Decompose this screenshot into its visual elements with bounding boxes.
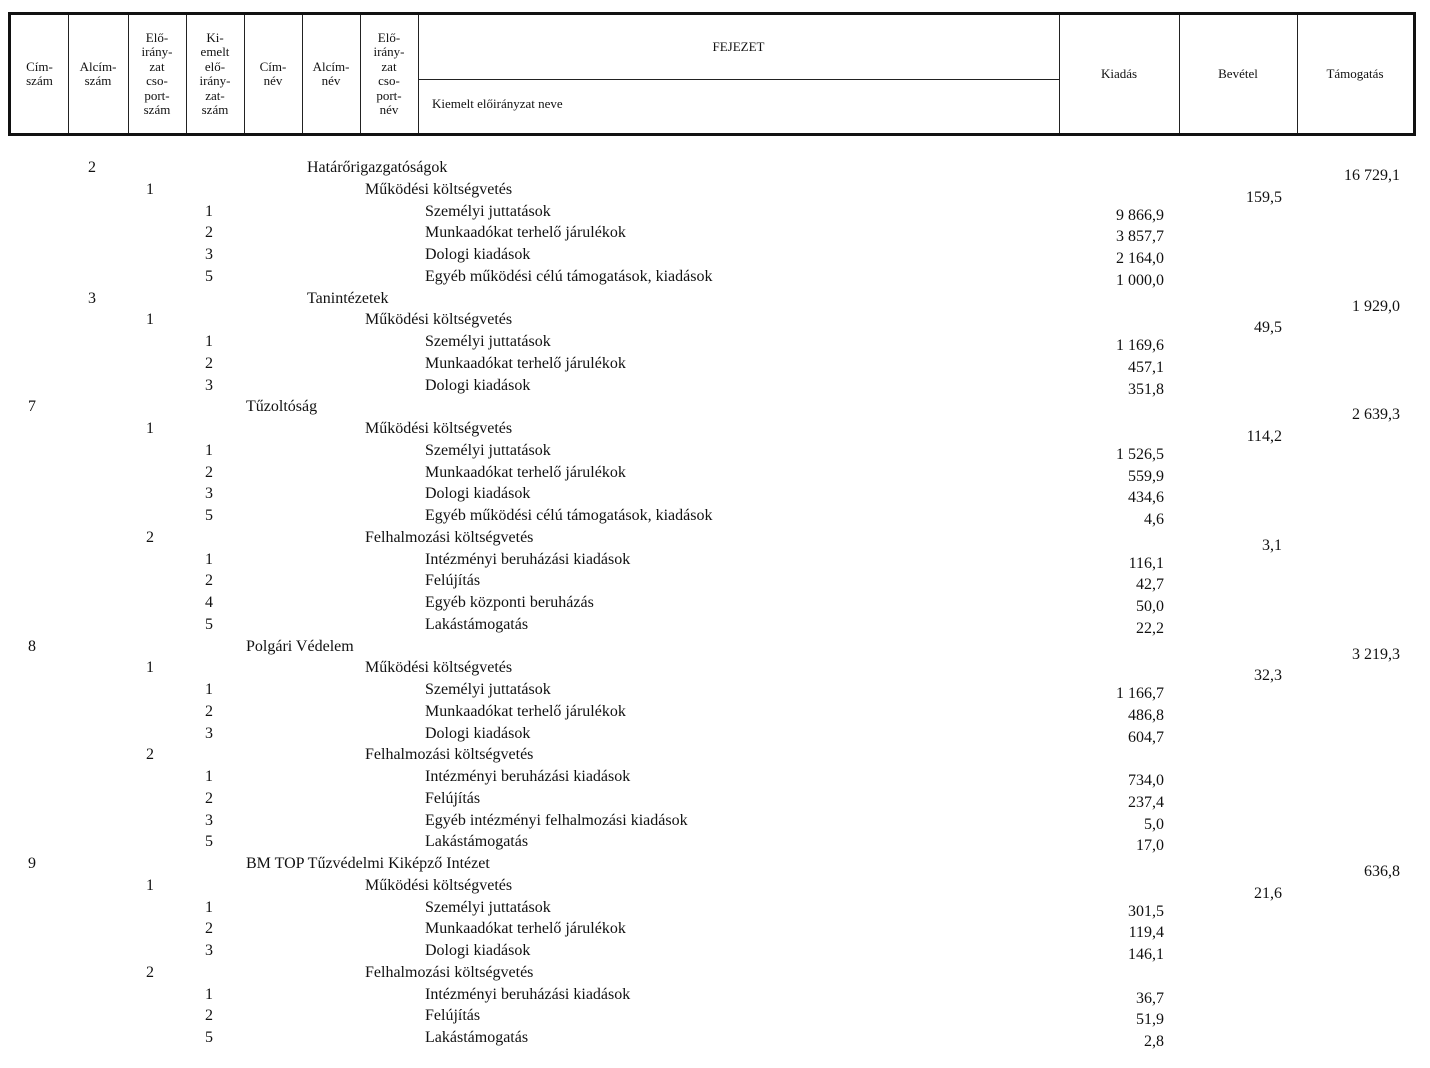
- row-number: 2: [205, 1007, 213, 1025]
- row-number: 2: [146, 746, 154, 764]
- row-number: 2: [205, 572, 213, 590]
- kiadas-value: 457,1: [1128, 358, 1164, 376]
- row-number: 5: [205, 833, 213, 851]
- row-number: 2: [205, 702, 213, 720]
- row-name: Felhalmozási költségvetés: [365, 528, 534, 546]
- row-number: 2: [146, 963, 154, 981]
- row-number: 3: [88, 289, 96, 307]
- header-bevetel: Bevétel: [1179, 15, 1298, 133]
- row-number: 3: [205, 942, 213, 959]
- table-row: [0, 463, 1430, 485]
- row-name: Dologi kiadások: [425, 724, 531, 742]
- kiadas-value: 36,7: [1136, 989, 1164, 1007]
- row-number: 3: [205, 376, 213, 394]
- kiadas-value: 1 166,7: [1116, 685, 1164, 702]
- kiadas-value: 50,0: [1136, 598, 1164, 615]
- bevetel-value: 21,6: [1254, 884, 1282, 902]
- bevetel-value: 159,5: [1246, 188, 1282, 206]
- row-number: 7: [28, 398, 36, 416]
- table-row: [0, 658, 1430, 685]
- row-name: Intézményi beruházási kiadások: [425, 768, 631, 785]
- header-alcim-szam: Alcím- szám: [68, 15, 129, 133]
- row-name: Egyéb működési célú támogatások, kiadások: [425, 267, 713, 285]
- table-row: [0, 441, 1430, 463]
- row-number: 9: [28, 855, 36, 872]
- row-name: Felhalmozási költségvetés: [365, 746, 534, 764]
- bevetel-value: 114,2: [1246, 428, 1282, 445]
- row-name: Egyéb működési célú támogatások, kiadások: [425, 507, 713, 524]
- table-row: [0, 376, 1430, 398]
- table-row: [0, 615, 1430, 637]
- tamogatas-value: 636,8: [1364, 863, 1400, 880]
- row-number: 2: [205, 789, 213, 807]
- kiadas-value: 146,1: [1128, 946, 1164, 963]
- row-number: 1: [205, 202, 213, 220]
- row-name: Működési költségvetés: [365, 311, 513, 329]
- table-row: [0, 332, 1430, 354]
- header-kiemelt-eloiranyzat-neve: Kiemelt előirányzat neve: [432, 96, 563, 111]
- kiadas-value: 51,9: [1136, 1011, 1164, 1029]
- row-name: Intézményi beruházási kiadások: [425, 985, 631, 1003]
- kiadas-value: 119,4: [1128, 924, 1164, 942]
- table-row: [0, 202, 1430, 224]
- table-row: [0, 289, 1430, 315]
- table-row: [0, 158, 1430, 184]
- kiadas-value: 2 164,0: [1116, 250, 1164, 267]
- row-name: Munkaadókat terhelő járulékok: [425, 224, 626, 242]
- table-row: [0, 941, 1430, 963]
- kiadas-value: 604,7: [1128, 728, 1164, 746]
- row-number: 4: [205, 594, 213, 611]
- kiadas-value: 301,5: [1128, 902, 1164, 920]
- table-row: [0, 637, 1430, 663]
- row-name: Dologi kiadások: [425, 376, 531, 394]
- row-number: 2: [205, 920, 213, 938]
- row-name: Határőrigazgatóságok: [307, 159, 448, 176]
- table-row: [0, 811, 1430, 833]
- row-name: Dologi kiadások: [425, 485, 531, 503]
- row-number: 2: [205, 354, 213, 372]
- row-name: Polgári Védelem: [246, 637, 354, 655]
- bevetel-value: 3,1: [1262, 536, 1282, 554]
- kiadas-value: 486,8: [1128, 706, 1164, 724]
- row-number: 8: [28, 637, 36, 655]
- kiadas-value: 734,0: [1128, 772, 1164, 789]
- row-number: 5: [205, 615, 213, 633]
- table-row: [0, 1006, 1430, 1028]
- tamogatas-value: 16 729,1: [1344, 167, 1400, 184]
- header-kiemelt-eloiranyzat-szam: Ki- emelt elő- irány- zat- szám: [186, 15, 245, 133]
- header-alcim-nev: Alcím- név: [302, 15, 361, 133]
- row-number: 1: [205, 985, 213, 1003]
- kiadas-value: 1 169,6: [1116, 337, 1164, 354]
- row-name: Munkaadókat terhelő járulékok: [425, 463, 626, 481]
- header-eloiranyzat-csoport-nev: Elő- irány- zat cso- port- név: [360, 15, 419, 133]
- bevetel-value: 49,5: [1254, 319, 1282, 337]
- row-name: Személyi juttatások: [425, 333, 551, 350]
- kiadas-value: 4,6: [1144, 511, 1164, 528]
- row-name: Működési költségvetés: [365, 659, 513, 677]
- row-number: 1: [205, 441, 213, 459]
- row-name: Működési költségvetés: [365, 876, 513, 894]
- kiadas-value: 559,9: [1128, 467, 1164, 485]
- table-row: [0, 898, 1430, 920]
- header-kiadas: Kiadás: [1059, 15, 1180, 133]
- table-row: [0, 354, 1430, 376]
- row-number: 3: [205, 485, 213, 503]
- kiadas-value: 3 857,7: [1116, 228, 1164, 246]
- row-number: 1: [205, 333, 213, 350]
- header-tamogatas: Támogatás: [1326, 65, 1384, 81]
- row-name: Egyéb intézményi felhalmozási kiadások: [425, 811, 688, 829]
- table-row: [0, 789, 1430, 811]
- row-number: 1: [205, 550, 213, 568]
- row-number: 3: [205, 811, 213, 829]
- row-name: Intézményi beruházási kiadások: [425, 550, 631, 568]
- kiadas-value: 2,8: [1144, 1033, 1164, 1050]
- tamogatas-value: 1 929,0: [1352, 297, 1400, 315]
- table-row: [0, 223, 1430, 245]
- row-number: 1: [205, 768, 213, 785]
- header-fejezet: FEJEZET: [418, 15, 1059, 80]
- kiadas-value: 42,7: [1136, 576, 1164, 594]
- table-row: [0, 528, 1430, 554]
- table-row: [0, 397, 1430, 424]
- row-name: Tanintézetek: [307, 289, 389, 307]
- table-row: [0, 245, 1430, 267]
- table-row: [0, 180, 1430, 206]
- table-row: [0, 767, 1430, 789]
- row-name: Működési költségvetés: [365, 180, 513, 198]
- kiadas-value: 351,8: [1128, 380, 1164, 398]
- table-row: [0, 571, 1430, 593]
- table-row: [0, 702, 1430, 724]
- table-row: [0, 419, 1430, 445]
- kiadas-value: 17,0: [1136, 837, 1164, 855]
- kiadas-value: 1 000,0: [1116, 271, 1164, 289]
- table-row: [0, 550, 1430, 572]
- row-name: Lakástámogatás: [425, 1029, 529, 1046]
- row-name: Egyéb központi beruházás: [425, 594, 594, 611]
- table-row: [0, 724, 1430, 746]
- row-name: Működési költségvetés: [365, 420, 513, 437]
- kiadas-value: 5,0: [1144, 815, 1164, 833]
- row-number: 3: [205, 246, 213, 263]
- row-name: Lakástámogatás: [425, 615, 529, 633]
- row-name: BM TOP Tűzvédelmi Kiképző Intézet: [246, 855, 490, 872]
- table-row: [0, 854, 1430, 880]
- table-row: [0, 267, 1430, 289]
- row-number: 3: [205, 724, 213, 742]
- bevetel-value: 32,3: [1254, 667, 1282, 685]
- table-row: [0, 310, 1430, 337]
- row-number: 2: [88, 159, 96, 176]
- row-name: Személyi juttatások: [425, 202, 551, 220]
- row-number: 1: [146, 659, 154, 677]
- row-name: Dologi kiadások: [425, 942, 531, 959]
- table-row: [0, 506, 1430, 528]
- table-row: [0, 985, 1430, 1007]
- header-cim-szam: Cím- szám: [11, 15, 69, 133]
- row-number: 2: [205, 463, 213, 481]
- row-name: Munkaadókat terhelő járulékok: [425, 354, 626, 372]
- table-row: [0, 1028, 1430, 1050]
- row-name: Személyi juttatások: [425, 681, 551, 698]
- kiadas-value: 22,2: [1136, 619, 1164, 637]
- row-number: 1: [146, 876, 154, 894]
- row-number: 5: [205, 507, 213, 524]
- table-row: [0, 745, 1430, 767]
- header-eloiranyzat-csoport-szam: Elő- irány- zat cso- port- szám: [128, 15, 187, 133]
- row-number: 5: [205, 1029, 213, 1046]
- kiadas-value: 1 526,5: [1116, 445, 1164, 463]
- tamogatas-value: 3 219,3: [1352, 645, 1400, 663]
- row-number: 2: [205, 224, 213, 242]
- row-number: 5: [205, 267, 213, 285]
- row-name: Felújítás: [425, 572, 481, 590]
- row-name: Felhalmozási költségvetés: [365, 963, 534, 981]
- row-name: Munkaadókat terhelő járulékok: [425, 920, 626, 938]
- row-name: Lakástámogatás: [425, 833, 529, 851]
- table-row: [0, 832, 1430, 854]
- row-name: Felújítás: [425, 789, 481, 807]
- table-row: [0, 680, 1430, 702]
- kiadas-value: 9 866,9: [1116, 206, 1164, 224]
- row-number: 1: [146, 180, 154, 198]
- row-name: Személyi juttatások: [425, 898, 551, 916]
- row-number: 1: [146, 420, 154, 437]
- row-name: Munkaadókat terhelő járulékok: [425, 702, 626, 720]
- kiadas-value: 434,6: [1128, 489, 1164, 507]
- kiadas-value: 237,4: [1128, 793, 1164, 811]
- table-row: [0, 963, 1430, 985]
- row-number: 1: [205, 898, 213, 916]
- table-row: [0, 919, 1430, 941]
- header-cim-nev: Cím- név: [244, 15, 303, 133]
- row-number: 1: [205, 681, 213, 698]
- row-name: Személyi juttatások: [425, 441, 551, 459]
- table-row: [0, 876, 1430, 902]
- row-number: 2: [146, 528, 154, 546]
- row-name: Felújítás: [425, 1007, 481, 1025]
- row-name: Dologi kiadások: [425, 246, 531, 263]
- kiadas-value: 116,1: [1128, 554, 1164, 572]
- row-number: 1: [146, 311, 154, 329]
- row-name: Tűzoltóság: [246, 398, 318, 416]
- table-row: [0, 484, 1430, 506]
- tamogatas-value: 2 639,3: [1352, 406, 1400, 424]
- table-row: [0, 593, 1430, 615]
